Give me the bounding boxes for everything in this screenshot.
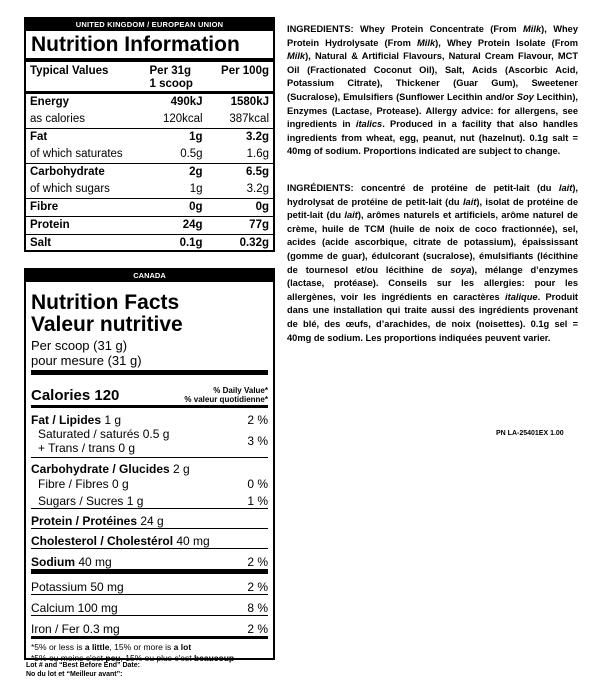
uk-cell-label: Fat xyxy=(30,131,48,143)
uk-cell-label: as calories xyxy=(30,113,85,125)
ca-potassium-label: Potassium 50 mg xyxy=(31,580,124,594)
ingredient-segment: Milk xyxy=(417,37,436,48)
ingredient-segment: ), hydrolysat de protéine de petit-lait (du xyxy=(287,183,578,207)
ca-protein-amount: 24 g xyxy=(140,514,164,528)
uk-cell-v2: 1.6g xyxy=(246,148,269,160)
ingredient-segment: lait xyxy=(462,196,477,207)
ca-calcium-row xyxy=(31,595,268,616)
ingredient-segment: Milk xyxy=(287,51,306,62)
uk-cell-v2: 0.32g xyxy=(239,237,269,249)
ca-footnote-en: *5% or less is a little, 15% or more is a lot xyxy=(31,642,192,652)
ca-carb-row xyxy=(31,458,268,476)
uk-row xyxy=(26,111,273,129)
uk-cell-v2: 77g xyxy=(249,219,269,231)
ca-sugars-row xyxy=(31,491,268,509)
ca-carb-label: Carbohydrate / Glucides xyxy=(31,462,170,476)
ca-sat-trans-dv: 3 % xyxy=(247,434,268,448)
ingredient-segment: ), Whey Protein Hydrolysate (From xyxy=(287,24,578,48)
ca-potassium-dv: 2 % xyxy=(247,580,268,594)
ca-serving-fr: pour mesure (31 g) xyxy=(31,353,268,375)
uk-header-col1-top: Per 31g xyxy=(149,65,192,77)
uk-cell-v1: 0.1g xyxy=(179,237,203,249)
ingredient-segment: INGRÉDIENTS: concentré de protéine de petit-lait (du xyxy=(287,183,559,193)
ingredient-segment: ), isolat de protéine de petit-lait (du xyxy=(287,196,578,221)
uk-cell-v1: 24g xyxy=(182,219,203,231)
ingredient-segment: INGREDIENTS: Whey Protein Concentrate (From xyxy=(287,24,524,34)
uk-cell-v2: 3.2g xyxy=(246,183,269,195)
ca-potassium-row xyxy=(31,574,268,595)
ca-carb-amount: 2 g xyxy=(173,462,190,476)
ca-chol-amount: 40 mg xyxy=(176,534,210,548)
uk-header-col1 xyxy=(146,62,207,93)
ca-dv-en: % Daily Value* xyxy=(213,386,268,395)
uk-row xyxy=(26,199,273,217)
ca-calories: Calories 120 xyxy=(31,387,120,404)
ingredient-segment: ), mélange d’enzymes (lactase, protéase). Conseils sur les allergies: pour les allergènes, voir les ingrédients en caractères xyxy=(287,264,579,302)
ca-region-band: CANADA xyxy=(26,270,273,282)
ingredient-segment: ), Whey Protein Isolate (From xyxy=(435,37,578,48)
lot-en: Lot # and “Best Before End” Date: xyxy=(26,662,140,669)
ca-serving-en: Per scoop (31 g) xyxy=(31,338,128,353)
ingredient-segment: . Produced in a facility that also handles ingredients from wheat, egg, peanut, nut (hazelnut). 0.1g salt = 40mg of sodium. Proportions indicated are subject to change. xyxy=(287,119,578,157)
ca-protein-label: Protein / Protéines xyxy=(31,514,138,528)
uk-cell-v1: 490kJ xyxy=(170,96,203,108)
ingredient-segment: Milk xyxy=(523,24,542,34)
lot-info xyxy=(26,661,140,679)
ca-footnote-fr: *5% ou moins c'est peu, 15% ou plus c'est beaucoup xyxy=(31,653,235,663)
ca-sat-label: Saturated / saturés 0.5 g xyxy=(38,427,170,441)
ca-sodium-label: Sodium xyxy=(31,555,75,569)
uk-cell-v1: 120kcal xyxy=(162,113,203,125)
ca-fibre-dv: 0 % xyxy=(247,477,268,491)
uk-region-band: UNITED KINGDOM / EUROPEAN UNION xyxy=(26,19,273,31)
uk-cell-v2: 1580kJ xyxy=(230,96,269,108)
uk-cell-v2: 387kcal xyxy=(229,113,269,125)
uk-row xyxy=(26,164,273,182)
ca-iron-label: Iron / Fer 0.3 mg xyxy=(31,622,120,636)
uk-cell-label: Salt xyxy=(30,237,52,249)
uk-cell-label: Carbohydrate xyxy=(30,166,105,178)
uk-cell-v1: 0g xyxy=(189,201,203,213)
ca-fat-label: Fat / Lipides xyxy=(31,413,102,427)
ca-dv-fr: % valeur quotidienne* xyxy=(184,395,268,404)
ingredient-segment: Lecithin), Enzymes (Lactase, Protease). Allergy advice: for allergens, see ingredients in xyxy=(287,91,578,130)
uk-row xyxy=(26,235,273,253)
ca-calcium-dv: 8 % xyxy=(247,601,268,615)
part-number: PN LA-25401EX 1.00 xyxy=(496,430,564,437)
uk-cell-v2: 0g xyxy=(255,201,269,213)
uk-row xyxy=(26,93,273,112)
uk-cell-label: Fibre xyxy=(30,201,59,213)
ca-sodium-row xyxy=(31,549,268,574)
ingredient-segment: lait xyxy=(344,210,358,221)
ca-fat-row xyxy=(31,410,268,427)
ca-fibre-label: Fibre / Fibres 0 g xyxy=(38,477,129,491)
uk-title: Nutrition Information xyxy=(26,31,273,62)
ca-chol-row xyxy=(31,529,268,549)
ca-fibre-row xyxy=(31,476,268,491)
uk-cell-v1: 0.5g xyxy=(180,148,203,160)
uk-nutrition-table xyxy=(26,62,273,252)
ingredient-segment: soya xyxy=(450,264,472,275)
uk-row xyxy=(26,181,273,199)
uk-row xyxy=(26,217,273,235)
ca-iron-dv: 2 % xyxy=(247,622,268,636)
ca-sodium-dv: 2 % xyxy=(247,555,268,569)
ca-dv-header xyxy=(184,386,268,404)
uk-cell-label: of which saturates xyxy=(30,148,123,160)
uk-header-row xyxy=(26,62,273,93)
ca-trans-label: + Trans / trans 0 g xyxy=(38,441,136,455)
ca-iron-row xyxy=(31,616,268,639)
uk-nutrition-panel xyxy=(24,17,275,252)
ca-sat-trans-row xyxy=(31,427,268,458)
ca-chol-label: Cholesterol / Cholestérol xyxy=(31,534,174,548)
uk-header-col1-bottom: 1 scoop xyxy=(149,78,193,90)
uk-cell-v1: 1g xyxy=(189,131,203,143)
ca-fat-amount: 1 g xyxy=(104,413,122,427)
uk-cell-v2: 3.2g xyxy=(245,131,269,143)
ca-protein-row xyxy=(31,509,268,529)
uk-header-label: Typical Values xyxy=(30,65,109,77)
ingredient-segment: italics xyxy=(355,119,383,130)
ca-title-en: Nutrition Facts xyxy=(31,291,180,314)
ca-calories-row xyxy=(31,375,268,408)
uk-cell-v1: 1g xyxy=(189,183,203,195)
canada-nutrition-panel xyxy=(24,268,275,663)
ingredient-segment: . Produit dans une installation qui traite aussi des ingrédients provenant de blé, des œufs, d’arachides, de noix (noisettes). 0.1g sel = 40mg de sodium. Les proportions indiquées peuvent varier. xyxy=(287,291,579,343)
uk-row xyxy=(26,129,273,147)
ca-sugars-dv: 1 % xyxy=(247,494,268,508)
uk-cell-label: Protein xyxy=(30,219,70,231)
ingredient-segment: ), arômes naturels et artificiels, arôme naturel de crème, huile de TCM (huile de noix de coco fractionnée), sel, acides (acide ascorbique, citrate de potassium), épaississant (gomme de guar), édulcorant (sucralose), émulsifiants (lécithine de tournesol et/ou lécithine de xyxy=(287,210,578,275)
uk-cell-v1: 2g xyxy=(189,166,203,178)
uk-cell-label: of which sugars xyxy=(30,183,110,195)
ca-sodium-amount: 40 mg xyxy=(78,555,112,569)
ingredient-segment: ), Natural & Artificial Flavours, Natural Cream Flavour, MCT Oil (Fractionated Coconut Oil), Salt, Acids (Ascorbic Acid, Potassium Citrate), Thickener (Guar Gum), Sweetener (Sucralose), Emulsifiers (Sunflower Lecithin and/or xyxy=(287,51,578,102)
ingredient-segment: lait xyxy=(558,183,573,193)
uk-cell-v2: 6.5g xyxy=(245,166,269,178)
lot-fr: No du lot et “Meilleur avant”: xyxy=(26,671,123,678)
uk-cell-label: Energy xyxy=(30,96,69,108)
ingredients-en xyxy=(287,23,578,159)
ingredient-segment: italique xyxy=(505,291,538,302)
ingredients-fr xyxy=(287,182,578,345)
ca-calcium-label: Calcium 100 mg xyxy=(31,601,118,615)
ingredient-segment: Soy xyxy=(516,91,534,102)
uk-header-col2: Per 100g xyxy=(221,65,269,77)
uk-row xyxy=(26,146,273,164)
ca-sugars-label: Sugars / Sucres 1 g xyxy=(38,494,144,508)
ca-fat-dv: 2 % xyxy=(247,413,268,427)
ca-title-fr: Valeur nutritive xyxy=(31,313,183,336)
